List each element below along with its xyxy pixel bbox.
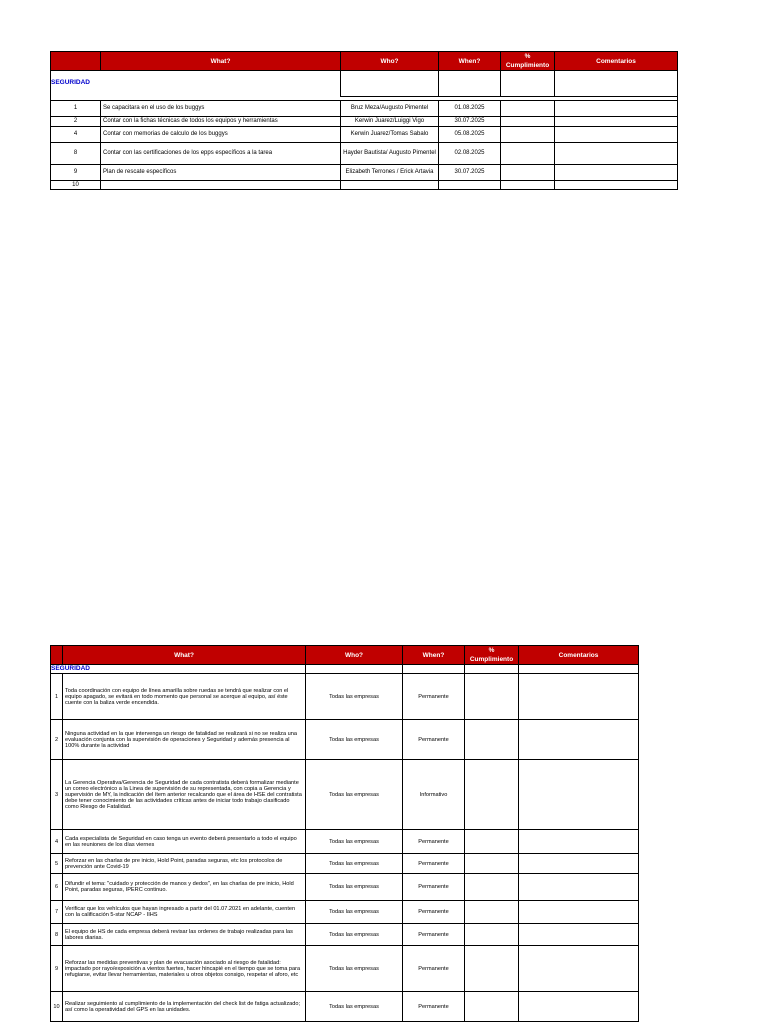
row-cumplimiento xyxy=(465,992,519,1022)
row-number: 1 xyxy=(51,674,63,720)
row-comentarios xyxy=(519,992,639,1022)
row-when: 30.07.2025 xyxy=(439,117,501,127)
row-what: Difundir el tema: "cuidado y protección de manos y dedos", en las charlas de pre inicio, Hold Point, paradas seguras, IPERC continuo. xyxy=(63,874,306,901)
row-when: 05.08.2025 xyxy=(439,127,501,143)
row-number: 7 xyxy=(51,901,63,924)
row-when: 01.08.2025 xyxy=(439,101,501,117)
table-row xyxy=(51,720,639,760)
row-comentarios xyxy=(519,720,639,760)
row-what: Reforzar en las charlas de pre inicio, Hold Point, paradas seguras, etc los protocolos de prevención ante Covid-19 xyxy=(63,854,306,874)
row-what: La Gerencia Operativa/Gerencia de Seguridad de cada contratista deberá formalizar mediante un correo electrónico a la Linea de supervisión de su representada, con copia a Gerencia y supervisión de MY, la indicación del ítem anterior recalcando que el área de HSE del contratista debe tener conocimiento de las actividades críticas antes de iniciar todo trabajo clasificado como Riesgo de Fatalidad. xyxy=(63,760,306,830)
row-cumplimiento xyxy=(501,101,555,117)
row-who: Todas las empresas xyxy=(306,924,403,946)
row-comentarios xyxy=(519,901,639,924)
row-comentarios xyxy=(555,117,678,127)
row-comentarios xyxy=(519,830,639,854)
header-num xyxy=(51,52,101,71)
row-who: Elizabeth Terrones / Erick Artavia xyxy=(341,165,439,181)
row-comentarios xyxy=(519,760,639,830)
row-comentarios xyxy=(519,946,639,992)
row-number: 10 xyxy=(51,992,63,1022)
table-row xyxy=(51,674,639,720)
row-cumplimiento xyxy=(501,165,555,181)
header-cumplimiento: % Cumplimiento xyxy=(501,52,555,71)
header-comentarios: Comentarios xyxy=(555,52,678,71)
row-comentarios xyxy=(555,165,678,181)
row-number: 6 xyxy=(51,874,63,901)
row-who: Todas las empresas xyxy=(306,830,403,854)
row-when: 02.08.2025 xyxy=(439,143,501,165)
header-cumplimiento: % Cumplimiento xyxy=(465,646,519,665)
row-who: Todas las empresas xyxy=(306,760,403,830)
row-who: Todas las empresas xyxy=(306,854,403,874)
table-row xyxy=(51,924,639,946)
row-number: 10 xyxy=(51,181,101,190)
row-who: Todas las empresas xyxy=(306,946,403,992)
action-table-1 xyxy=(50,51,678,190)
row-when: Permanente xyxy=(403,992,465,1022)
row-cumplimiento xyxy=(465,720,519,760)
row-comentarios xyxy=(519,874,639,901)
row-when: Permanente xyxy=(403,901,465,924)
row-cumplimiento xyxy=(465,946,519,992)
header-who: Who? xyxy=(341,52,439,71)
row-what: Reforzar las medidas preventivas y plan de evacuación asociado al riesgo de fatalidad: impactado por rayo/exposición a vientos fuertes, hacer hincapié en el tiempo que se toma para refugiarse, evitar llevar herramientas, materiales u otros objetos consigo, respetar el aforo, etc xyxy=(63,946,306,992)
row-number: 4 xyxy=(51,830,63,854)
row-cumplimiento xyxy=(465,901,519,924)
row-what: Contar con memorias de calculo de los buggys xyxy=(101,127,341,143)
table-row xyxy=(51,874,639,901)
table-row xyxy=(51,992,639,1022)
row-cumplimiento xyxy=(465,760,519,830)
section-row xyxy=(51,71,678,97)
row-when: Permanente xyxy=(403,924,465,946)
row-when xyxy=(439,181,501,190)
header-what: What? xyxy=(101,52,341,71)
row-who: Todas las empresas xyxy=(306,992,403,1022)
row-cumplimiento xyxy=(465,874,519,901)
row-who: Todas las empresas xyxy=(306,874,403,901)
section-row xyxy=(51,665,639,674)
section-cell xyxy=(51,665,306,674)
row-cumplimiento xyxy=(501,117,555,127)
table-row xyxy=(51,181,678,190)
row-when: Informativo xyxy=(403,760,465,830)
header-what: What? xyxy=(63,646,306,665)
row-number: 2 xyxy=(51,720,63,760)
table-row xyxy=(51,760,639,830)
row-comentarios xyxy=(555,101,678,117)
row-when: Permanente xyxy=(403,946,465,992)
row-number: 1 xyxy=(51,101,101,117)
table-row xyxy=(51,901,639,924)
row-when: Permanente xyxy=(403,720,465,760)
row-number: 4 xyxy=(51,127,101,143)
row-number: 9 xyxy=(51,946,63,992)
row-who: Todas las empresas xyxy=(306,674,403,720)
header-when: When? xyxy=(403,646,465,665)
row-what: El equipo de HS de cada empresa deberá revisar las ordenes de trabajo realizadas para las labores diarias. xyxy=(63,924,306,946)
row-what: Cada especialista de Seguridad en caso tenga un evento deberá presentarlo a todo el equipo en las reuniones de los días viernes xyxy=(63,830,306,854)
row-when: 30.07.2025 xyxy=(439,165,501,181)
header-comentarios: Comentarios xyxy=(519,646,639,665)
row-comentarios xyxy=(555,127,678,143)
row-what: Contar con las certificaciones de los epps específicos a la tarea xyxy=(101,143,341,165)
row-what: Verificar que los vehículos que hayan ingresado a partir del 01.07.2021 en adelante, cuenten con la calificación 5-star NCAP - IIHS xyxy=(63,901,306,924)
row-what: Contar con la fichas técnicas de todos los equipos y herramientas xyxy=(101,117,341,127)
action-table-2 xyxy=(50,645,639,1022)
row-number: 5 xyxy=(51,854,63,874)
row-cumplimiento xyxy=(501,143,555,165)
row-comentarios xyxy=(555,181,678,190)
table-header-row xyxy=(51,646,639,665)
row-who xyxy=(341,181,439,190)
row-comentarios xyxy=(519,854,639,874)
row-who: Bruz Meza/Augusto Pimentel xyxy=(341,101,439,117)
row-who: Hayder Bautista/ Augusto Pimentel xyxy=(341,143,439,165)
section-cell xyxy=(51,71,341,97)
row-cumplimiento xyxy=(465,924,519,946)
row-what: Se capacitara en el uso de los buggys xyxy=(101,101,341,117)
table-row xyxy=(51,101,678,117)
header-num xyxy=(51,646,63,665)
row-cumplimiento xyxy=(465,854,519,874)
row-cumplimiento xyxy=(465,674,519,720)
section-label: SEGURIDAD xyxy=(51,664,91,672)
row-who: Kerwin Juarez/Tomas Sabalo xyxy=(341,127,439,143)
row-number: 9 xyxy=(51,165,101,181)
row-what: Ninguna actividad en la que intervenga un riesgo de fatalidad se realizará si no se realiza una evaluación conjunta con la supervisión de operaciones y Seguridad y además presencia al 100% durante la actividad xyxy=(63,720,306,760)
table-row xyxy=(51,830,639,854)
row-what: Plan de rescate específicos xyxy=(101,165,341,181)
header-when: When? xyxy=(439,52,501,71)
row-comentarios xyxy=(519,674,639,720)
row-when: Permanente xyxy=(403,830,465,854)
table-row xyxy=(51,854,639,874)
row-number: 3 xyxy=(51,760,63,830)
row-cumplimiento xyxy=(501,181,555,190)
row-when: Permanente xyxy=(403,674,465,720)
row-who: Todas las empresas xyxy=(306,720,403,760)
table-header-row xyxy=(51,52,678,71)
table-row xyxy=(51,143,678,165)
row-number: 2 xyxy=(51,117,101,127)
row-when: Permanente xyxy=(403,854,465,874)
row-number: 8 xyxy=(51,143,101,165)
row-comentarios xyxy=(519,924,639,946)
row-what: Realizar seguimiento al cumplimiento de la implementación del check list de fatiga actualizado; así como la operatividad del GPS en las unidades. xyxy=(63,992,306,1022)
row-when: Permanente xyxy=(403,874,465,901)
header-who: Who? xyxy=(306,646,403,665)
row-comentarios xyxy=(555,143,678,165)
row-what: Toda coordinación con equipo de línea amarilla sobre ruedas se tendrá que realizar con el equipo apagado, se evitará en todo momento que personal se acerque al equipo, así éste cuente con la baliza verde encendida. xyxy=(63,674,306,720)
row-who: Kerwin Juarez/Luiggi Vigo xyxy=(341,117,439,127)
row-cumplimiento xyxy=(501,127,555,143)
row-number: 8 xyxy=(51,924,63,946)
table-row xyxy=(51,946,639,992)
row-who: Todas las empresas xyxy=(306,901,403,924)
table-row xyxy=(51,165,678,181)
row-what xyxy=(101,181,341,190)
section-label: SEGURIDAD xyxy=(51,79,91,87)
row-cumplimiento xyxy=(465,830,519,854)
table-row xyxy=(51,117,678,127)
table-row xyxy=(51,127,678,143)
